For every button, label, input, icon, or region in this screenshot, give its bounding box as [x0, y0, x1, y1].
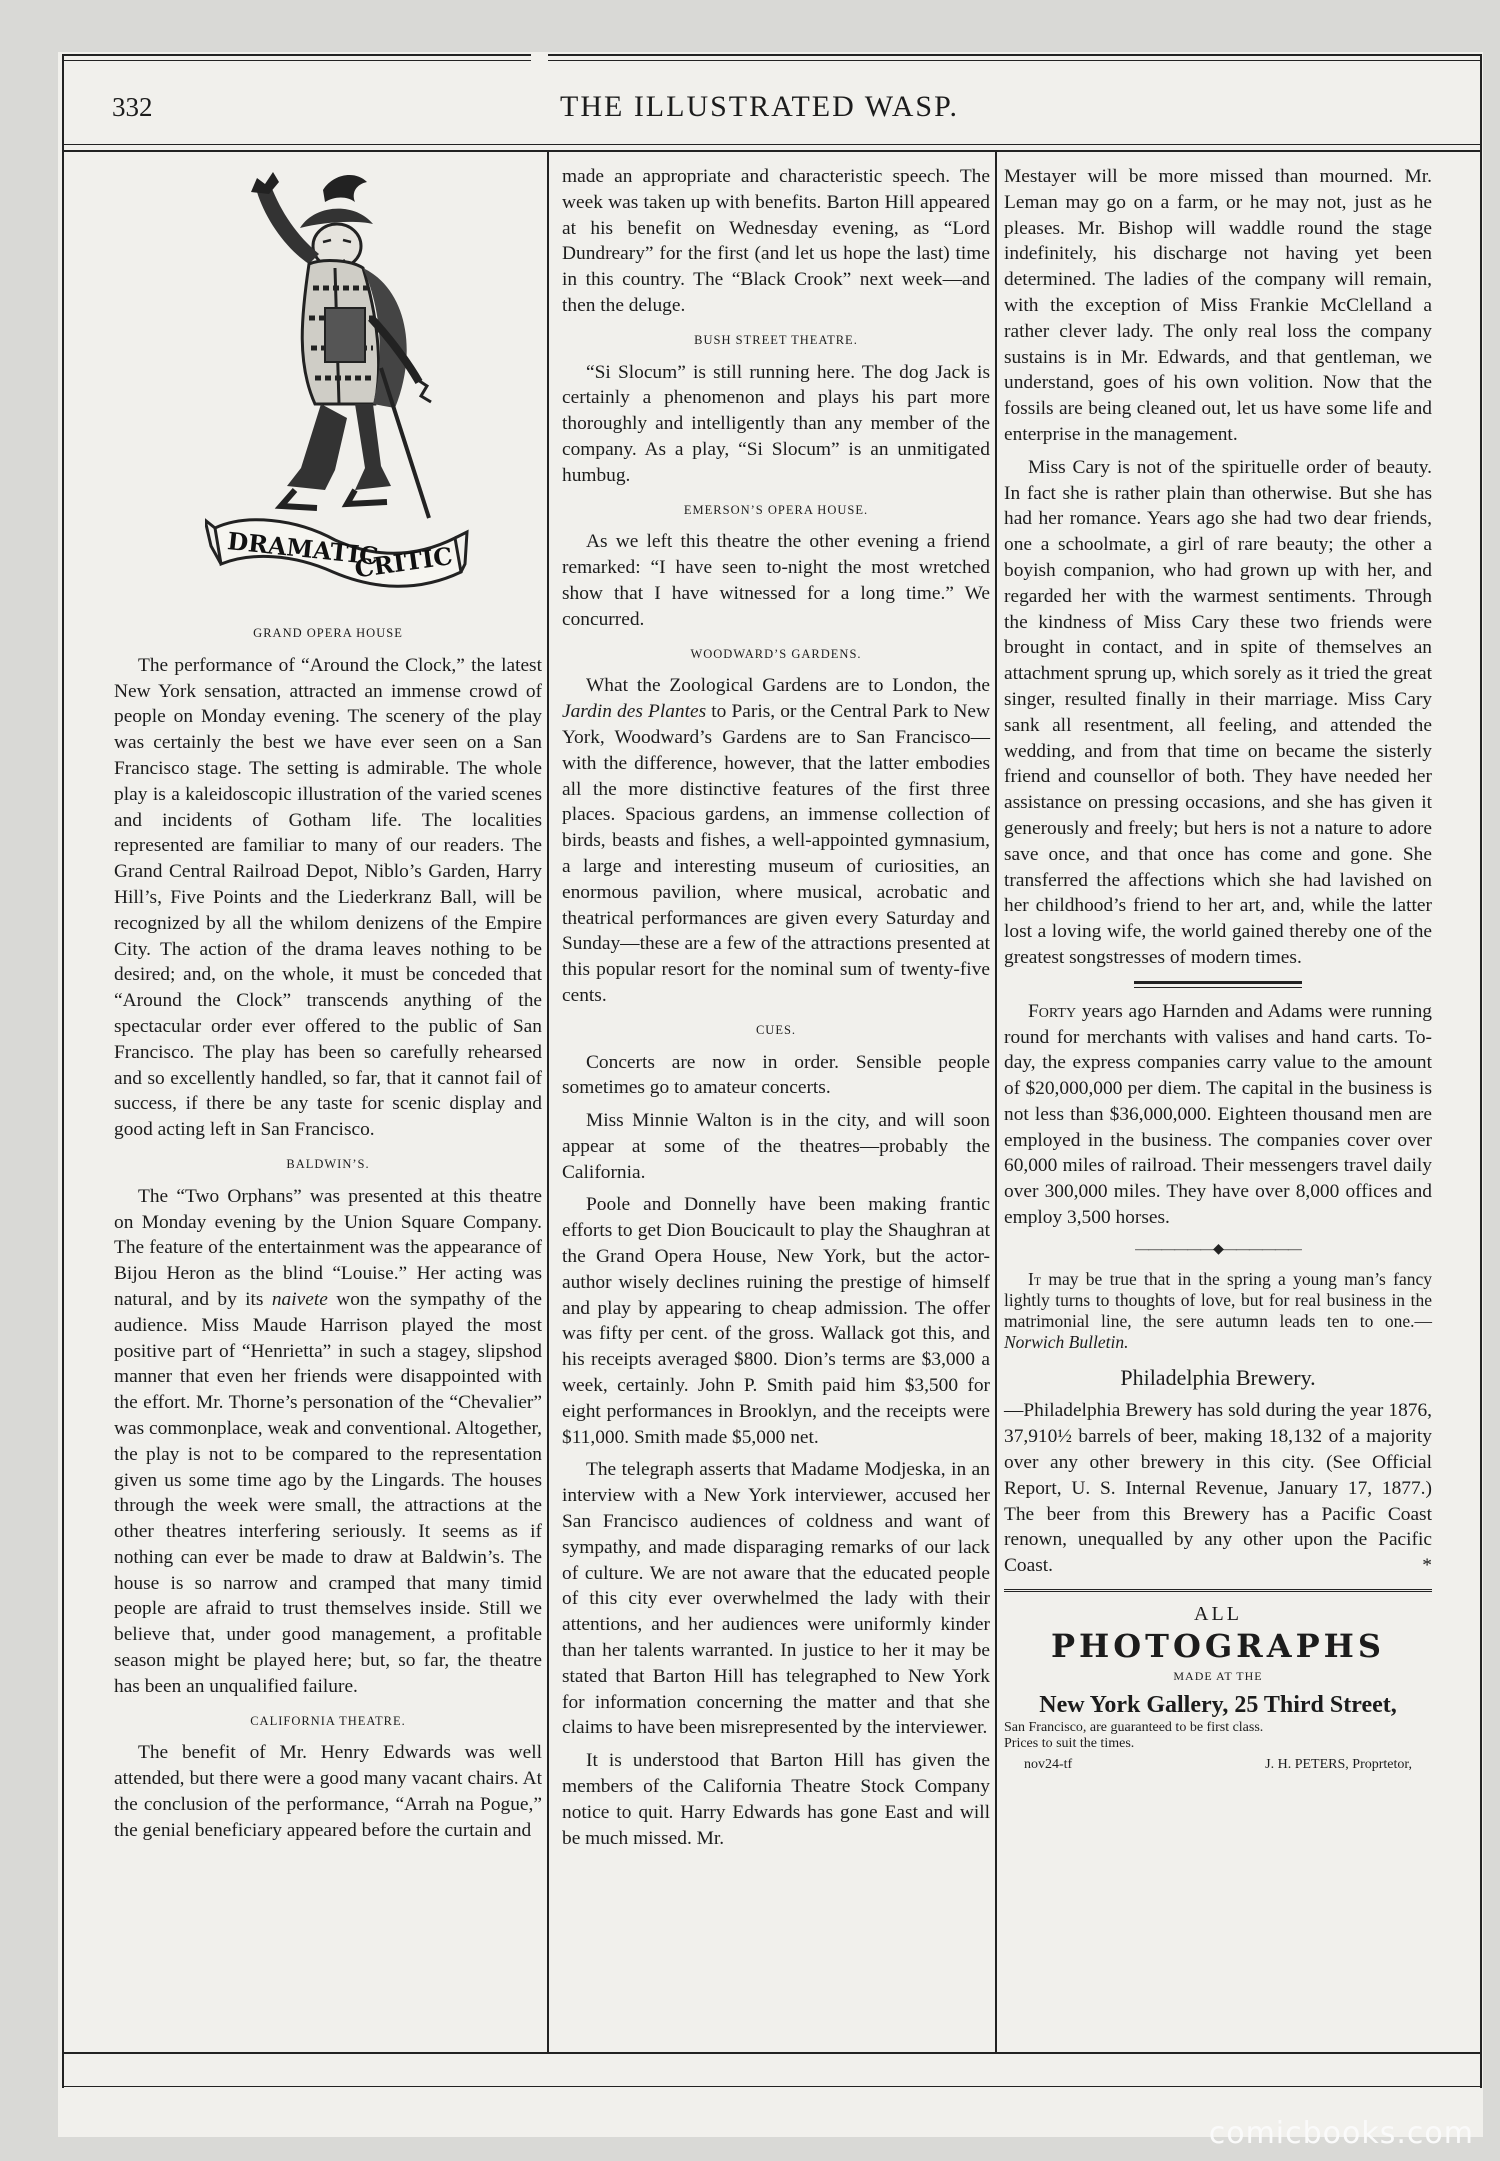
heading-woodwards: WOODWARD’S GARDENS.	[690, 646, 862, 661]
cane	[381, 368, 429, 518]
photographs-advertisement	[1004, 1589, 1432, 1777]
paragraph-boucicault: Poole and Donnelly have been making frantic efforts to get Dion Boucicault to play the Shaughran at the Grand Opera House, New York, but the actor-author wisely declines ruining the prestige of himself and play by appearing to cheap admission. The offer was fifty per cent. of the gross. Wallack got this, and his receipts averaged $800. Dion’s terms are $3,000 a week, certainly. John P. Smith paid him $3,500 for eight performances in Brooklyn, and the receipts were $11,000. Smith made $5,000 net.	[562, 1194, 990, 1448]
ad-gallery-address: New York Gallery, 25 Third Street,	[1039, 1691, 1397, 1718]
heading-cues: CUES.	[755, 1022, 797, 1037]
banner-word-dramatic: DRAMATIC	[226, 526, 380, 571]
ad-proprietor: J. H. PETERS, Proprtetor,	[1265, 1756, 1412, 1772]
banner-word-critic: CRITIC	[352, 541, 455, 584]
heading-california-theatre: CALIFORNIA THEATRE.	[250, 1713, 406, 1728]
bottom-rule-thin	[62, 2086, 1482, 2087]
woodwards-italic: Jardin des Plantes	[562, 701, 707, 723]
express-lead: Forty	[1028, 1000, 1077, 1022]
paragraph-barton-hill: It is understood that Barton Hill has given the members of the California Theatre Stock Company notice to quit. Harry Edwards has gone East and will be much missed. Mr.	[562, 1750, 990, 1849]
baldwins-text-b: won the sympathy of the audience. Miss Maude Harrison played the most positive part of “Henrietta” in such a stagey, slipshod manner that even her friends were disappointed with the effort. Mr. Thorne’s personation of the “Chevalier” was commonplace, weak and conventional. Altogether, the play is not to be compared to the representation given us some time ago by the Lingards. The houses through the week were small, the attractions at the other theatres interfering seriously. It seems as if nothing can ever be made to draw at Baldwin’s. The house is so narrow and cramped that many timid people are afraid to trust themselves inside. Still we believe that, under good management, a profitable season might be played here; but, so far, the theatre has been an unqualified failure.	[114, 1288, 542, 1697]
paragraph-express	[1004, 999, 1432, 1231]
brewery-text: —Philadelphia Brewery has sold during the year 1876, 37,910½ barrels of beer, making 18,132 of a majority over any other brewery in this city. (See Official Report, U. S. Internal Revenue, January 17, 1877.) The beer from this Brewery has a Pacific Coast renown, unequalled by any other upon the Pacific Coast.	[1004, 1400, 1432, 1577]
norwich-source: Norwich Bulletin.	[1004, 1331, 1129, 1352]
paragraph-brewery	[1004, 1398, 1432, 1579]
column-3	[1004, 164, 1432, 1777]
top-rule-right-outer	[548, 54, 1482, 56]
header-rule-thick	[62, 150, 1482, 152]
paragraph-si-slocum: “Si Slocum” is still running here. The dog Jack is certainly a phenomenon and plays his part more thoroughly and intelligently than any member of the company. As a play, “Si Slocum” is an unmitigated humbug.	[562, 361, 990, 486]
norwich-text: may be true that in the spring a young man’s fancy lightly turns to thoughts of love, but for real business in the matrimonial line, the sere autumn leads ten to one.—	[1004, 1268, 1432, 1331]
heading-grand-opera-house: GRAND OPERA HOUSE	[253, 626, 403, 640]
watermark-text: comicbooks.com	[1208, 2116, 1474, 2151]
woodwards-text-b: to Paris, or the Central Park to New York, Woodward’s Gardens are to San Francisco—with the difference, however, that the latter embodies all the more distinctive features of the first three places. Spacious gardens, an immense collection of birds, beasts and fishes, a well-appointed gymnasium, a large and interesting museum of curiosities, an enormous pavilion, where musical, acrobatic and theatrical performances are given every Saturday and Sunday—these are a few of the attractions presented at this popular resort for the nominal sum of twenty-five cents.	[562, 701, 990, 1006]
express-text: years ago Harnden and Adams were running round for merchants with valises and hand carts. To-day, the express companies carry value to the amount of $20,000,000 per diem. The capital in the business is not less than $36,000,000. Eighteen thousand men are employed in the business. The companies cover over 60,000 miles of railroad. Their messengers travel daily over 300,000 miles. They have over 8,000 offices and employ 3,500 horses.	[1004, 1000, 1432, 1229]
top-rule-right-inner	[548, 60, 1482, 61]
paragraph-modjeska: The telegraph asserts that Madame Modjeska, in an interview with a New York interviewer, accused her San Francisco audiences of coldness and want of sympathy, and made disparaging remarks of our lack of culture. We are not aware that the educated people of this city ever overwhelmed the lady with their attentions, and her audiences were uniformly kinder than her talents warranted. In justice to her it may be stated that Barton Hill has telegraphed to New York for information concerning the matter and that she claims to have been misrepresented by the interviewer.	[562, 1459, 990, 1739]
ad-guarantee: San Francisco, are guaranteed to be first class.	[1004, 1719, 1264, 1735]
baldwins-italic: naivete	[271, 1288, 328, 1310]
left-border	[62, 54, 64, 2088]
masthead-title: THE ILLUSTRATED WASP.	[560, 90, 959, 123]
heading-bush-street: BUSH STREET THEATRE.	[694, 332, 858, 347]
paragraph-miss-cary: Miss Cary is not of the spirituelle order of beauty. In fact she is rather plain than otherwise. But she has had her romance. Years ago she had two dear friends, one a schoolmate, a girl of rare beauty; the other a boyish companion, who had grown up with her, and regarded her with the warmest sentiments. Through the kindness of Miss Cary these two friends were brought in contact, and in spite of themselves an attachment sprung up, which sorely as it tried the great singer, resulted finally in their marriage. Miss Cary sank all resentment, all feeling, and attended the wedding, and from that time on became the sisterly friend and counsellor of both. They have needed her assistance on pressing occasions, and she has given it generously and freely; but hers is not a nature to adore save once, and that once has come and gone. She transferred the affections which she had lavished on her childhood’s friend to her art, and, while the latter lost a loving wife, the world gained thereby one of the greatest songstresses of modern times.	[1004, 456, 1432, 968]
paragraph-norwich	[1004, 1269, 1432, 1353]
baldwins-text-a: The “Two Orphans” was presented at this theatre on Monday evening by the Union Square Company. The feature of the entertainment was the appearance of Bijou Heron as the blind “Louise.” Her acting was natural, and by its	[114, 1185, 542, 1310]
ad-prices: Prices to suit the times.	[1004, 1735, 1135, 1751]
section-divider	[1004, 977, 1432, 993]
legs	[287, 404, 347, 490]
ad-footer	[1004, 1752, 1432, 1778]
top-rule-left-inner	[62, 60, 531, 61]
book	[325, 308, 365, 362]
dramatic-critic-illustration	[205, 168, 470, 608]
column-rule-1	[547, 152, 549, 2052]
header-rule-thin	[62, 144, 1482, 145]
column-1	[114, 612, 542, 1844]
paragraph-grand-opera: The performance of “Around the Clock,” the latest New York sensation, attracted an immense crowd of people on Monday evening. The scenery of the play was certainly the best we have ever seen on a San Francisco stage. The setting is admirable. The whole play is a kaleidoscopic illustration of the varied scenes and incidents of Gotham life. The localities represented are familiar to many of our readers. The Grand Central Railroad Depot, Niblo’s Garden, Harry Hill’s, Five Points and the Liederkranz Ball, will be recognized by all the whilom denizens of the Empire City. The action of the drama leaves nothing to be desired; and, on the whole, it must be conceded that “Around the Clock” transcends anything of the spectacular order ever offered to the public of San Francisco. The play has been so carefully rehearsed and so excellently handled, so far, that it cannot fail of success, if there be any taste for scenic display and good acting left in San Francisco.	[114, 654, 542, 1141]
paragraph-concerts: Concerts are now in order. Sensible people sometimes go to amateur concerts.	[562, 1051, 990, 1099]
paragraph-woodwards	[562, 673, 990, 1008]
paragraph-mestayer: Mestayer will be more missed than mourned. Mr. Leman may go on a farm, or he may not, just as he pleases. Mr. Bishop will waddle round the stage indefinitely, his discharge not having yet been determined. The ladies of the company will remain, with the exception of Miss Frankie McClelland a rather clever lady. The only real loss the company sustains is in Mr. Edwards, and that gentleman, we understand, goes of his own volition. Now that the fossils are being cleaned out, let us have some life and enterprise in the management.	[1004, 166, 1432, 445]
hat-plume	[323, 175, 367, 202]
woodwards-text-a: What the Zoological Gardens are to London, the	[586, 675, 990, 697]
ad-code: nov24-tf	[1024, 1756, 1073, 1772]
ad-made-at: MADE AT THE	[1173, 1668, 1263, 1683]
page-number: 332	[112, 92, 153, 122]
ornament-divider: ――――――◆――――――	[1135, 1241, 1301, 1257]
brewery-mark: *	[1422, 1555, 1432, 1577]
ad-all: ALL	[1194, 1603, 1242, 1626]
paragraph-california: The benefit of Mr. Henry Edwards was well attended, but there were a good many vacant chairs. At the conclusion of the performance, “Arrah na Pogue,” the genial beneficiary appeared before the curtain and	[114, 1742, 542, 1841]
right-border	[1480, 54, 1482, 2088]
paragraph-baldwins	[114, 1184, 542, 1700]
heading-emersons: EMERSON’S OPERA HOUSE.	[683, 502, 869, 517]
paragraph-minnie-walton: Miss Minnie Walton is in the city, and will soon appear at some of the theatres—probably the California.	[562, 1110, 990, 1183]
column-2	[562, 164, 990, 1851]
ad-photographs: PHOTOGRAPHS	[1050, 1626, 1385, 1665]
column-rule-2	[995, 152, 997, 2052]
paragraph-emersons: As we left this theatre the other evening a friend remarked: “I have seen to-night the most wretched show that I have witnessed for a long time.” We concurred.	[562, 531, 990, 630]
paragraph-benefits: made an appropriate and characteristic speech. The week was taken up with benefits. Barton Hill appeared at his benefit on Wednesday evening, as “Lord Dundreary” for the first (and let us hope the last) time in this country. The “Black Crook” next week—and then the deluge.	[562, 166, 990, 316]
bottom-rule-thick	[62, 2052, 1482, 2054]
top-rule-left-outer	[62, 54, 531, 56]
norwich-lead: It	[1028, 1268, 1042, 1289]
heading-philadelphia-brewery: Philadelphia Brewery.	[1120, 1364, 1316, 1390]
heading-baldwins: BALDWIN’S.	[286, 1156, 370, 1171]
